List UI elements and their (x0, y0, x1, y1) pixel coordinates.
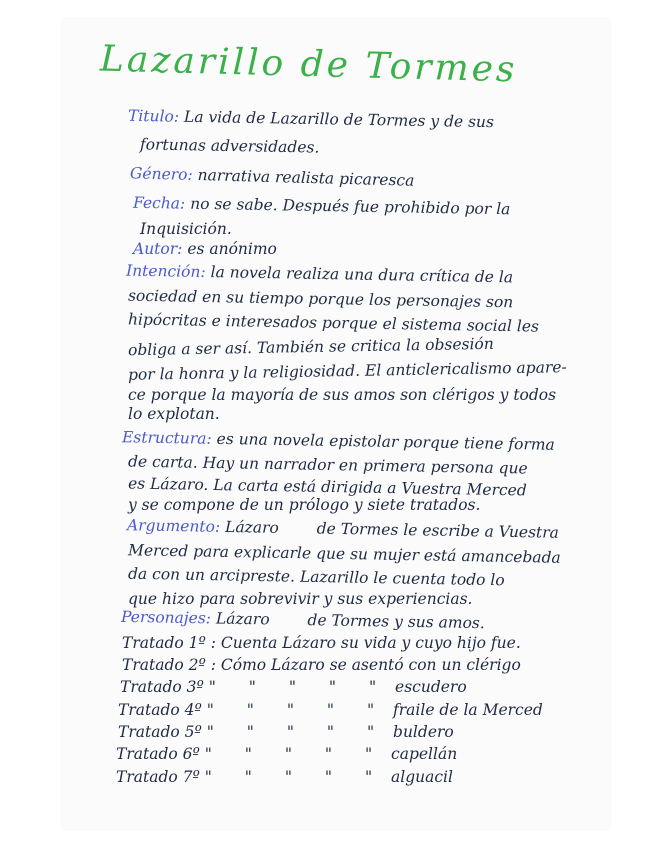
intencion-line-2: sociedad en su tiempo porque los personajes son (127, 286, 514, 312)
intencion-line-4: obliga a ser así. También se critica la obsesión (127, 334, 494, 360)
ditto-marks: " " " " " (208, 678, 391, 696)
tratado-text: : Cuenta Lázaro su vida y cuyo hijo fue. (210, 634, 521, 652)
tratado-label: Tratado 5º (118, 723, 202, 741)
titulo-label: Titulo: (127, 106, 180, 126)
argumento-text-a: Lázaro (224, 517, 279, 537)
page-title: Lazarillo de Tormes (99, 38, 518, 91)
argumento-line-2: Merced para explicarle que su mujer está amancebada (127, 541, 561, 567)
personajes-label: Personajes: (120, 607, 212, 628)
intencion-line-5: por la honra y la religiosidad. El anticlericalismo apare- (127, 358, 567, 384)
tratado-label: Tratado 4º (118, 701, 202, 719)
argumento-label: Argumento: (126, 516, 221, 536)
tratado-row-6 (116, 745, 457, 763)
tratado-label: Tratado 1º (122, 634, 206, 652)
ditto-marks: " " " " " (206, 701, 389, 719)
tratado-row-4 (118, 701, 543, 719)
estructura-text: es una novela epistolar porque tiene forma (216, 429, 555, 454)
intencion-line-3: hipócritas e interesados porque el sistema social les (127, 310, 540, 336)
estructura-line-3: es Lázaro. La carta está dirigida a Vuestra Merced (127, 474, 527, 500)
tratado-row-2 (122, 656, 521, 674)
fecha-label: Fecha: (132, 193, 186, 213)
argumento-text-b: de Tormes le escribe a Vuestra (316, 519, 560, 542)
titulo-line-2: fortunas adversidades. (139, 135, 320, 157)
autor-text: es anónimo (187, 240, 277, 258)
tratado-text: alguacil (391, 768, 453, 786)
titulo-text: La vida de Lazarillo de Tormes y de sus (183, 107, 495, 132)
fecha-line-2: Inquisición. (140, 220, 232, 238)
tratado-text: buldero (393, 723, 454, 741)
tratado-text: escudero (395, 678, 467, 696)
personajes-text-a: Lázaro (215, 609, 270, 629)
tratado-row-3 (120, 678, 467, 696)
tratado-label: Tratado 7º (116, 768, 200, 786)
ditto-marks: " " " " " (204, 768, 387, 786)
tratado-label: Tratado 6º (116, 745, 200, 763)
intencion-label: Intención: (125, 261, 206, 282)
intencion-line-7: lo explotan. (128, 405, 220, 423)
tratado-label: Tratado 3º (120, 678, 204, 696)
estructura-line-4: y se compone de un prólogo y siete tratados. (128, 496, 481, 514)
tratado-text: : Cómo Lázaro se asentó con un clérigo (210, 656, 521, 674)
personajes-text-b: de Tormes y sus amos. (307, 611, 485, 633)
genero-text: narrativa realista picaresca (197, 166, 415, 190)
fecha-text: no se sabe. Después fue prohibido por la (190, 194, 511, 219)
argumento-line-4: que hizo para sobrevivir y sus experiencias. (128, 590, 473, 608)
tratado-text: fraile de la Merced (393, 701, 543, 719)
estructura-line-2: de carta. Hay un narrador en primera persona que (127, 452, 528, 478)
autor-label: Autor: (133, 240, 183, 258)
tratado-row-1 (122, 634, 521, 652)
autor-line (133, 240, 277, 258)
ditto-marks: " " " " " (204, 745, 387, 763)
ditto-marks: " " " " " (206, 723, 389, 741)
argumento-line-3: da con un arcipreste. Lazarillo le cuenta todo lo (127, 564, 505, 590)
intencion-text: la novela realiza una dura crítica de la (210, 263, 514, 287)
tratado-text: capellán (391, 745, 458, 763)
tratado-row-7 (116, 768, 453, 786)
tratado-row-5 (118, 723, 454, 741)
genero-label: Género: (129, 164, 193, 184)
intencion-line-6: ce porque la mayoría de sus amos son clérigos y todos (128, 386, 557, 404)
estructura-label: Estructura: (121, 428, 212, 448)
tratado-label: Tratado 2º (122, 656, 206, 674)
